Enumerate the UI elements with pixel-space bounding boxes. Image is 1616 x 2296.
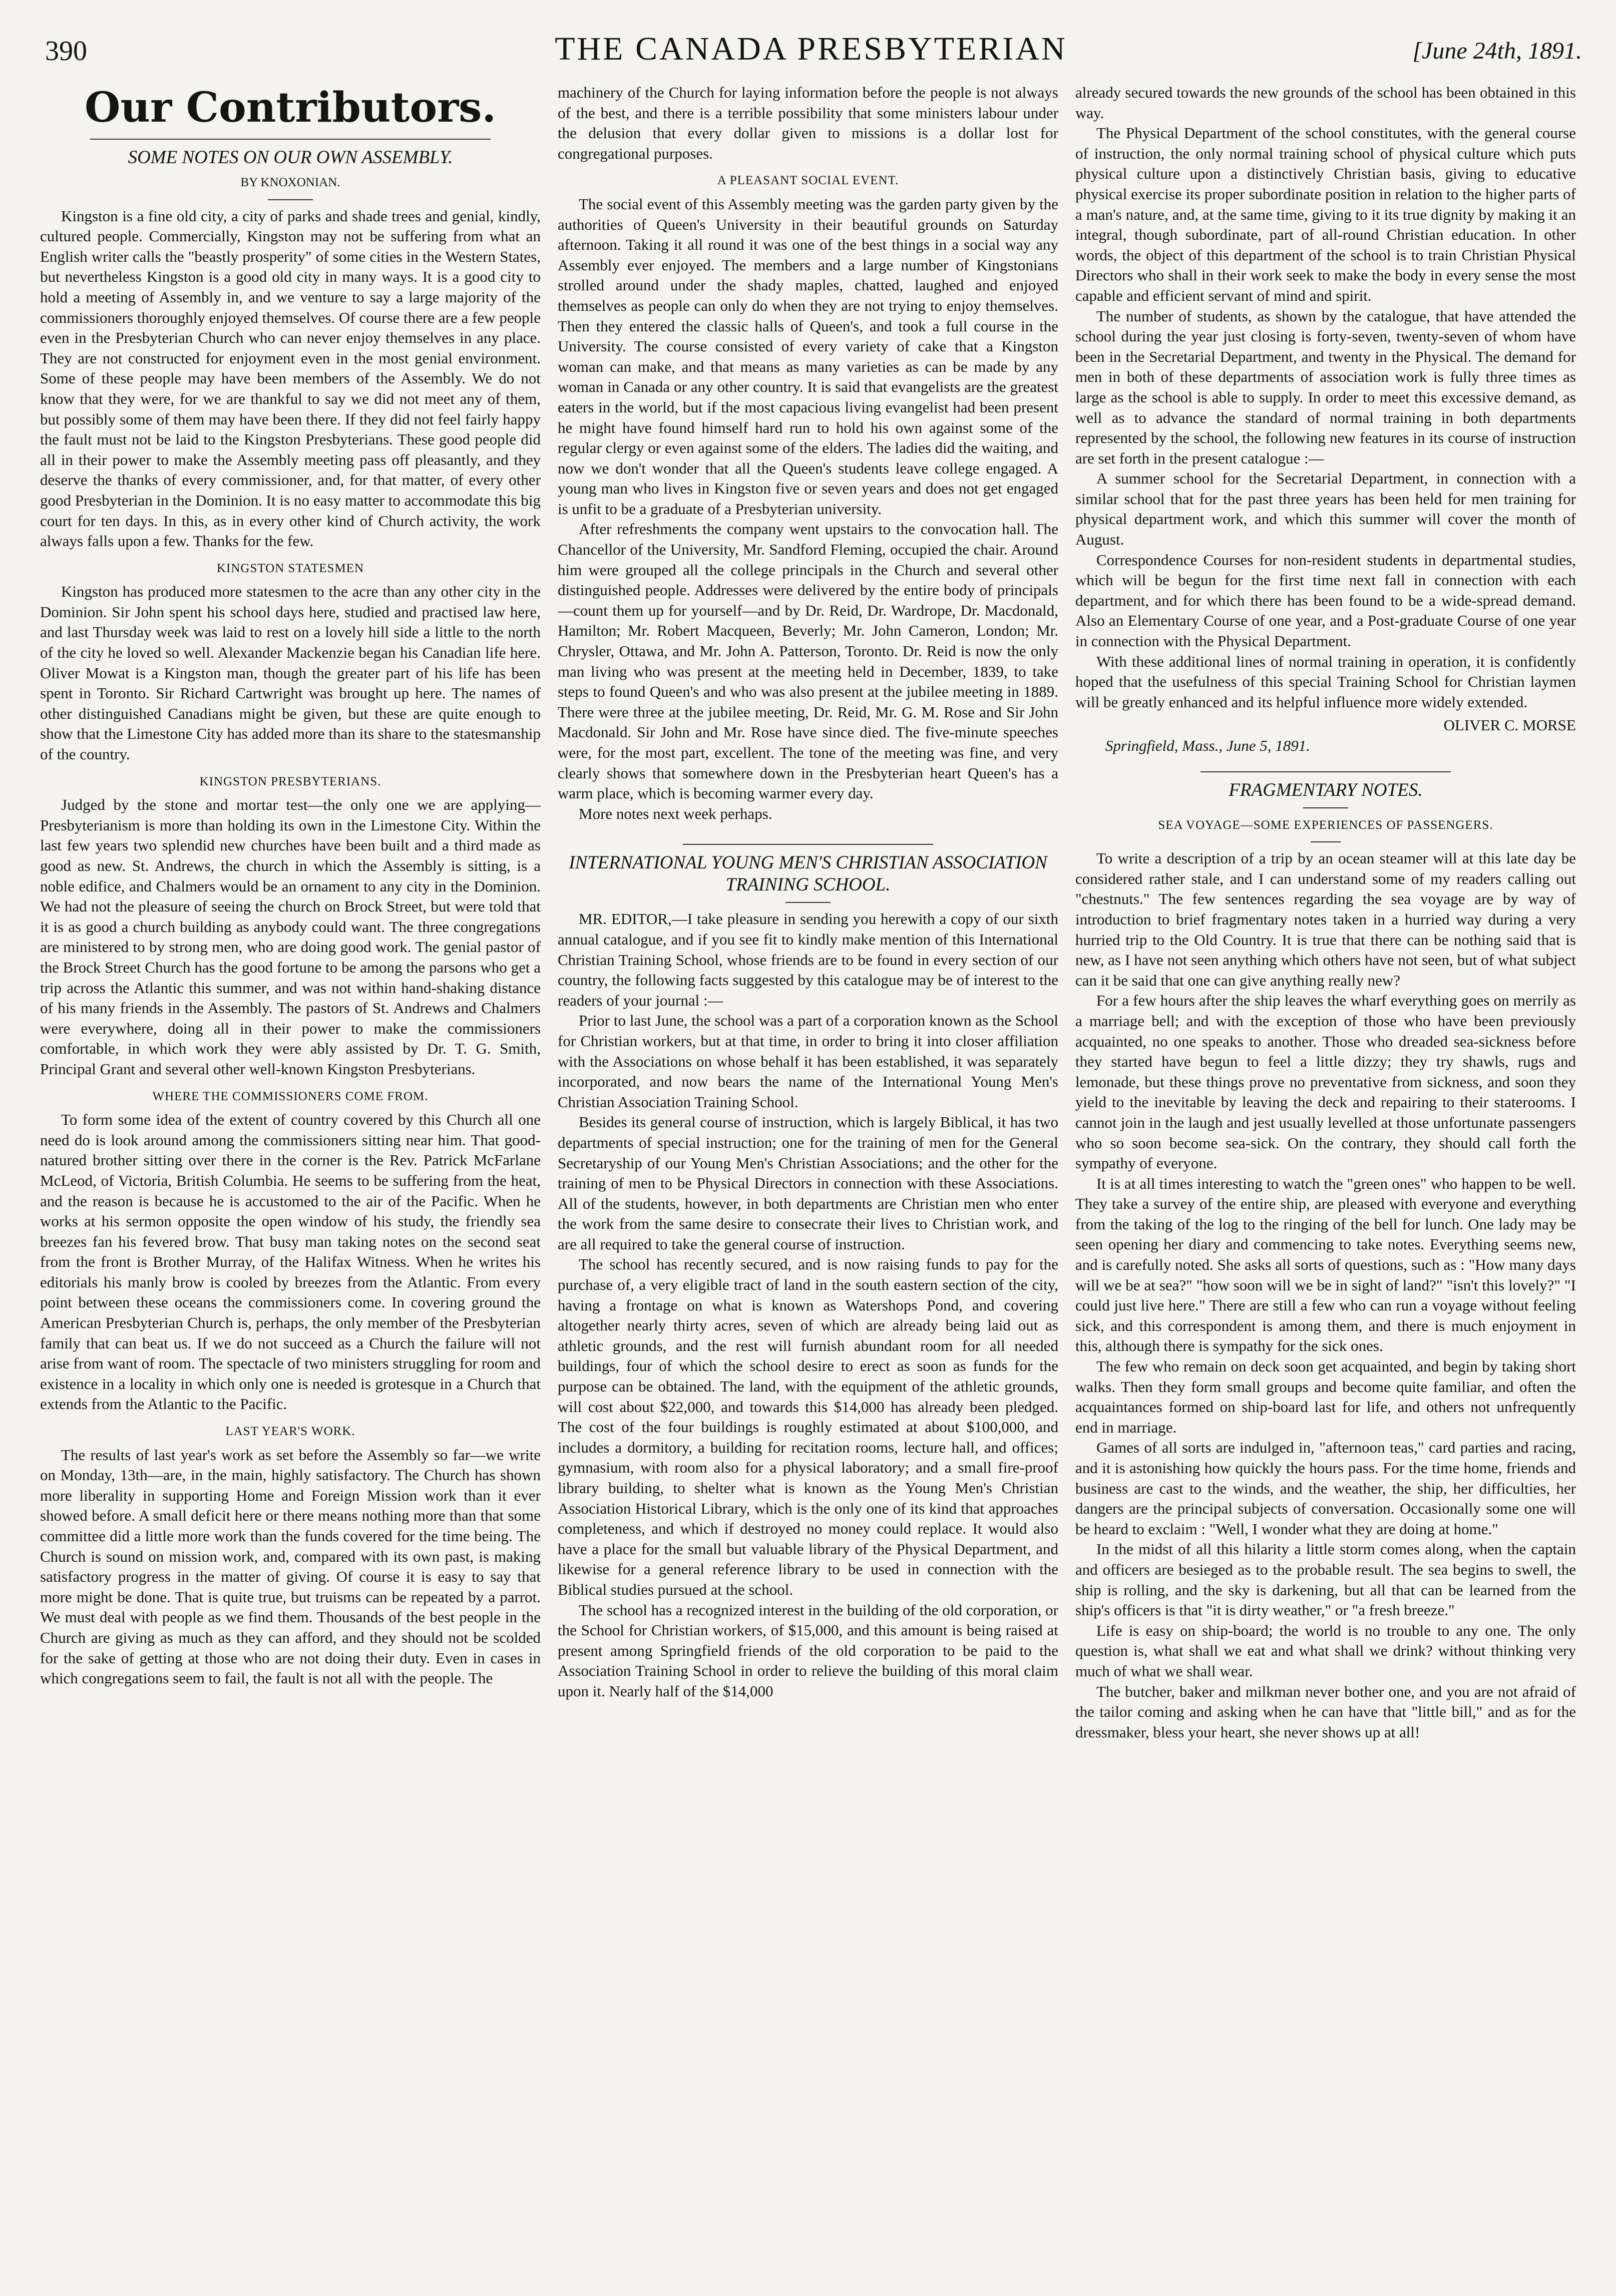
paragraph: The school has a recognized interest in the building of the old corporation, or the School for Christian workers, of $15,000, and this amount is being raised at present among Springfield friends of the old corporation to be paid to the Association Training School in order to relieve the building of this moral claim upon it. Nearly half of the $14,000 (558, 1601, 1058, 1700)
subheading: SEA VOYAGE—SOME EXPERIENCES OF PASSENGERS. (1158, 818, 1493, 832)
paragraph: The social event of this Assembly meeting was the garden party given by the authorities of Queen's University in their beautiful grounds on Saturday afternoon. Taking it all round it was one of the best things in a social way any Assembly ever enjoyed. The members and a large number of Kingstonians strolled around under the shady maples, chatted, laughed and enjoyed themselves as people can only do when they are not trying to enjoy themselves. Then they entered the classic halls of Queen's, and took a full course in the University. The course consisted of every variety of cake that a Kingston woman can make, and that means as many varieties as can be made by any woman in Canada or any other country. It is said that evangelists are the greatest eaters in the world, but if the most capacious living evangelist had been present he might have found himself hard run to hold his own against some of the regular clergy or even against some of the elders. The ladies did the waiting, and now we don't wonder that all the Queen's students leave college engaged. A young man who lives in Kingston five or seven years and does not get engaged is unfit to be a graduate of a Presbyterian university. (558, 195, 1058, 518)
paragraph: The results of last year's work as set before the Assembly so far—we write on Monday, 13th—are, in the main, highly satisfactory. The Church has shown more liberality in supporting Home and Foreign Mission work than it ever showed before. A small deficit here or there means nothing more than that some committee did a little more work than the funds covered for the time being. The Church is sound on mission work, and, compared with its own past, is making satisfactory progress in the matter of giving. Of course it is easy to say that more might be done. That is quite true, but truisms can be repeated by a parrot. We must deal with people as we find them. Thousands of the best people in the Church are giving as much as they can afford, and they should not be scolded for the sake of getting at those who are not doing their duty. Even in cases in which congregations seem to fail, the fault is not all with the people. The (40, 1446, 541, 1687)
paragraph: Kingston has produced more statesmen to the acre than any other city in the Dominion. Sir John spent his school days here, studied and practised law here, and last Thursday week was laid to rest on a lovely hill side a little to the north of the city he loved so well. Alexander Mackenzie began his Canadian life here. Oliver Mowat is a Kingston man, though the greater part of his life has been spent in Toronto. Sir Richard Cartwright was brought up here. The names of other distinguished Canadians might be given, but these are quite enough to show that the Limestone City has added more than its share to the statesmanship of the country. (40, 583, 541, 763)
paragraph: The Physical Department of the school constitutes, with the general course of instruction, the only normal training school of physical culture which puts physical culture upon a distinctively Christian basis, giving to educative physical exercise its proper subordinate position in relation to the higher parts of a man's nature, and, at the same time, giving to it its true dignity by making it an integral, though subordinate, part of all-round Christian education. In other words, the object of this department of the school is to train Christian Physical Directors who shall in their work seek to make the body in every sense the most capable and efficient servant of mind and spirit. (1075, 124, 1576, 304)
divider (1311, 841, 1341, 842)
article-title: SOME NOTES ON OUR OWN ASSEMBLY. (128, 147, 453, 168)
paragraph: Life is easy on ship-board; the world is no trouble to any one. The only question is, what shall we eat and what shall we drink? without thinking very much of what we shall wear. (1075, 1621, 1576, 1680)
paragraph: Kingston is a fine old city, a city of parks and shade trees and genial, kindly, cultured people. Commercially, Kingston may not be suffering from what an English writer calls the "beastly prosperity" of some cities in the Western States, but nevertheless Kingston is a good old city in many ways. It is a good city to hold a meeting of Assembly in, and we venture to say a large majority of the commissioners thoroughly enjoyed themselves. Of course there are a few people even in the Presbyterian Church who can never enjoy themselves in any place. They are not constructed for enjoyment even in the most genial environment. Some of these people may have been members of the Assembly. We do not know that they were, for we are thankful to say we did not meet any of them, but possibly some of them may have been there. If they did not feel fairly happy the fault must not be laid to the Kingston Presbyterians. These good people did all in their power to make the Assembly meeting pass off pleasantly, and they deserve the thanks of every commissioner, and, for that matter, of every other good Presbyterian in the Dominion. It is no easy matter to accommodate this big court for ten days. In this, as in every other kind of Church activity, the work always falls upon a few. Thanks for the few. (40, 207, 541, 550)
byline: BY KNOXONIAN. (240, 176, 340, 189)
paragraph: Games of all sorts are indulged in, "afternoon teas," card parties and racing, and it is astonishing how quickly the hours pass. For the time home, friends and business are cast to the winds, and the weather, the ship, her difficulties, her dangers are the principal subjects of conversation. Occasionally some one will be heard to exclaim : "Well, I wonder what they are doing at home." (1075, 1439, 1576, 1538)
paragraph: Besides its general course of instruction, which is largely Biblical, it has two departments of special instruction; one for the training of men for the General Secretaryship of our Young Men's Christian Associations; and the other for the training of men to be Physical Directors in connection with these Associations. All of the students, however, in both departments are Christian men who enter the work from the same desire to consecrate their lives to Christian work, and are all required to take the general course of instruction. (558, 1113, 1058, 1253)
paragraph: machinery of the Church for laying information before the people is not always of the best, and there is a terrible possibility that some ministers labour under the delusion that every dollar given to missions is a dollar lost for congregational purposes. (558, 84, 1058, 162)
dateline: Springfield, Mass., June 5, 1891. (1105, 737, 1310, 754)
paragraph: The number of students, as shown by the catalogue, that have attended the school during the year just closing is forty-seven, twenty-seven of whom have been in the Secretarial Department, and twenty in the Physical. The demand for men in both of these departments of association work is fully three times as large as the school is able to supply. In order to meet this excessive demand, as well as to advance the standard of normal training in both departments represented by the school, the following new features in its course of instruction are set forth in the present catalogue :— (1075, 307, 1576, 467)
signature: OLIVER C. MORSE (1443, 716, 1576, 734)
paragraph: To form some idea of the extent of country covered by this Church all one need do is look around among the commissioners sitting near him. That good-natured brother sitting over there in the corner is the Rev. Patrick McFarlane McLeod, of Victoria, British Columbia. He seems to be suffering from the heat, and the reason is because he is accustomed to the air of the Pacific. When he works at his sermon opposite the open window of his study, the friendly sea breezes fan his fevered brow. That busy man taking notes on the second seat from the front is Brother Murray, of the Halifax Witness. When he writes his editorials his manly brow is cooled by breezes from the Atlantic. From every point between these oceans the commissioners come. In covering ground the American Presbyterian Church is, perhaps, the only member of the Presbyterian family that can beat us. If we do not succeed as a Church the failure will not arise from want of room. The spectacle of two ministers struggling for room and existence in a locality in which only one is needed is grotesque in a Church that extends from the Atlantic to the Pacific. (40, 1111, 541, 1413)
issue-date: [June 24th, 1891. (1412, 38, 1582, 64)
column-1 (40, 83, 541, 2275)
paragraph: Judged by the stone and mortar test—the only one we are applying—Presbyterianism is more than holding its own in the Limestone City. Within the last few years two splendid new churches have been built and a third made as good as new. St. Andrews, the church in which the Assembly is sitting, is a noble edifice, and Chalmers would be an ornament to any city in the Dominion. We had not the pleasure of seeing the church on Brock Street, but were told that it is as good a church building as anybody could want. The three congregations are ministered to by strong men, who are doing good work. The genial pastor of the Brock Street Church has the good fortune to be among the parsons who get a trip across the Atlantic this summer, and was not within hand-shaking distance of his many friends in the Assembly. The pastors of St. Andrews and Chalmers were everywhere, doing all in their power to make the commissioners comfortable, in which work they were ably assisted by Dr. T. G. Smith, Principal Grant and several other well-known Kingston Presbyterians. (40, 796, 541, 1078)
page-number: 390 (45, 36, 87, 67)
subheading: A PLEASANT SOCIAL EVENT. (717, 174, 899, 188)
paragraph: Correspondence Courses for non-resident students in departmental studies, which will be begun for the first time next fall in connection with each department, and for which there has been found to be a wide-spread demand. Also an Elementary Course of one year, and a Post-graduate Course of one year in connection with the Physical Department. (1075, 551, 1576, 650)
paragraph: MR. EDITOR,—I take pleasure in sending you herewith a copy of our sixth annual catalogue, and if you see fit to kindly make mention of this International Christian Training School, whose friends are to be found in every section of our country, the following facts suggested by this catalogue may be of interest to the readers of your journal :— (558, 910, 1058, 1009)
publication-title: THE CANADA PRESBYTERIAN (555, 31, 1067, 67)
paragraph: The butcher, baker and milkman never bother one, and you are not afraid of the tailor coming and asking when he can have that "little bill," and as for the dressmaker, bless your heart, she never shows up at all! (1075, 1682, 1576, 1741)
paragraph: The school has recently secured, and is now raising funds to pay for the purchase of, a very eligible tract of land in the south eastern section of the city, having a frontage on what is known as Watershops Pond, and covering altogether nearly thirty acres, seven of which are already being laid out as athletic grounds, and the rest will furnish abundant room for all needed buildings, four of which the school desire to erect as soon as funds for the purpose can be obtained. The land, with the equipment of the athletic grounds, will cost about $22,000, and towards this $14,000 has already been pledged. The cost of the four buildings is roughly estimated at about $100,000, and includes a dormitory, a building for recitation rooms, lecture hall, and offices; gymnasium, with room also for a physical laboratory; and a small fire-proof library building, to shelter what is known as the Young Men's Christian Association Historical Library, which is the only one of its kind that approaches completeness, and which if destroyed no money could replace. It would also have a place for the small but valuable library of the Physical Department, and likewise for a general reference library to be used in connection with the Biblical studies pursued at the school. (558, 1255, 1058, 1598)
paragraph: After refreshments the company went upstairs to the convocation hall. The Chancellor of the University, Mr. Sandford Fleming, occupied the chair. Around him were grouped all the college principals in the Church and several other distinguished people. Addresses were delivered by the entire body of principals—count them up for yourself—and by Dr. Reid, Dr. Wardrope, Dr. Macdonald, Hamilton; Mr. Robert Macqueen, Beverly; Mr. John Cameron, London; Mr. Chrysler, Ottawa, and Mr. John A. Patterson, Toronto. Dr. Reid is now the only man living who was present at the meeting held in December, 1839, to take steps to found Queen's and who was also present at the jubilee meeting in 1889. There were three at the jubilee meeting, Dr. Reid, Mr. G. M. Rose and Sir John Macdonald. Sir John and Mr. Rose have since died. The five-minute speeches were, for the most part, excellent. The tone of the meeting was fine, and very clearly shows that somewhere down in the Presbyterian heart Queen's has a warm place, which is becoming warmer every day. (558, 520, 1058, 802)
page-header (40, 30, 1582, 75)
paragraph: In the midst of all this hilarity a little storm comes along, when the captain and officers are besieged as to the probable result. The sea begins to swell, the ship is rolling, and the sky is darkening, but all that can be learned from the ship's officers is that "it is dirty weather," or "a fresh breeze." (1075, 1540, 1576, 1619)
paragraph: Prior to last June, the school was a part of a corporation known as the School for Christian workers, but at that time, in order to bring it into closer affiliation with the Associations on whose behalf it has been established, it was separately incorporated, and now bears the name of the International Young Men's Christian Association Training School. (558, 1012, 1058, 1111)
divider (1200, 771, 1451, 772)
divider (1303, 807, 1348, 808)
divider (683, 844, 933, 845)
paragraph: More notes next week perhaps. (579, 804, 772, 822)
subheading: WHERE THE COMMISSIONERS COME FROM. (152, 1089, 429, 1103)
column-2 (558, 83, 1058, 2275)
section-banner: Our Contributors. (84, 84, 497, 132)
column-3 (1075, 83, 1576, 2275)
divider (90, 139, 491, 140)
subheading: KINGSTON STATESMEN (216, 561, 364, 575)
paragraph: already secured towards the new grounds of the school has been obtained in this way. (1075, 84, 1576, 122)
article-title: INTERNATIONAL YOUNG MEN'S CHRISTIAN ASSOCIATION TRAINING SCHOOL. (569, 852, 1047, 895)
subheading: LAST YEAR'S WORK. (225, 1425, 355, 1439)
divider (268, 199, 313, 200)
divider (785, 902, 831, 903)
article-title: FRAGMENTARY NOTES. (1229, 779, 1423, 800)
paragraph: For a few hours after the ship leaves the wharf everything goes on merrily as a marriage bell; and with the exception of those who have been previously acquainted, no one speaks to another. Those who dreaded sea-sickness before they started have begun to feel a little dizzy; they try shawls, rugs and lemonade, but these things prove no preventative from sickness, and soon they yield to the inevitable by leaving the deck and repairing to their staterooms. I cannot join in the laugh and jest usually levelled at those unfortunate passengers who so soon become sea-sick. On the contrary, they should call forth the sympathy of everyone. (1075, 992, 1576, 1172)
paragraph: To write a description of a trip by an ocean steamer will at this late day be considered rather stale, and I can understand some of my readers calling out "chestnuts." The few sentences regarding the sea voyage are by way of introduction to brief fragmentary notes taken in a hurried way during a very hurried trip to the Old Country. It is true that there can be nothing said that is new, as I have not seen anything which others have not seen, but of what subject can it be said that one can give anything really new? (1075, 849, 1576, 989)
paragraph: With these additional lines of normal training in operation, it is confidently hoped that the usefulness of this special Training School for Christian laymen will be greatly enhanced and its helpful influence more widely extended. (1075, 652, 1576, 711)
paragraph: A summer school for the Secretarial Department, in connection with a similar school that for the past three years has been held for men training for physical department work, and which this summer will cover the month of August. (1075, 470, 1576, 549)
paragraph: The few who remain on deck soon get acquainted, and begin by taking short walks. Then they form small groups and become quite familiar, and often the acquaintances formed on ship-board last for life, and others not unfrequently end in marriage. (1075, 1357, 1576, 1436)
subheading: KINGSTON PRESBYTERIANS. (199, 774, 381, 788)
paragraph: It is at all times interesting to watch the "green ones" who happen to be well. They take a survey of the entire ship, are pleased with everyone and everything from the taking of the log to the ringing of the bell for lunch. One lady may be seen opening her diary and commencing to take notes. Everything seems new, and is carefully noted. She asks all sorts of questions, such as : "How many days will we be at sea?" "how soon will we be in sight of land?" "isn't this lovely?" "I could just live here." There are still a few who can run a voyage without feeling sick, and this correspondent is among them, and there is much enjoyment in this, although there is sympathy for the sick ones. (1075, 1174, 1576, 1355)
